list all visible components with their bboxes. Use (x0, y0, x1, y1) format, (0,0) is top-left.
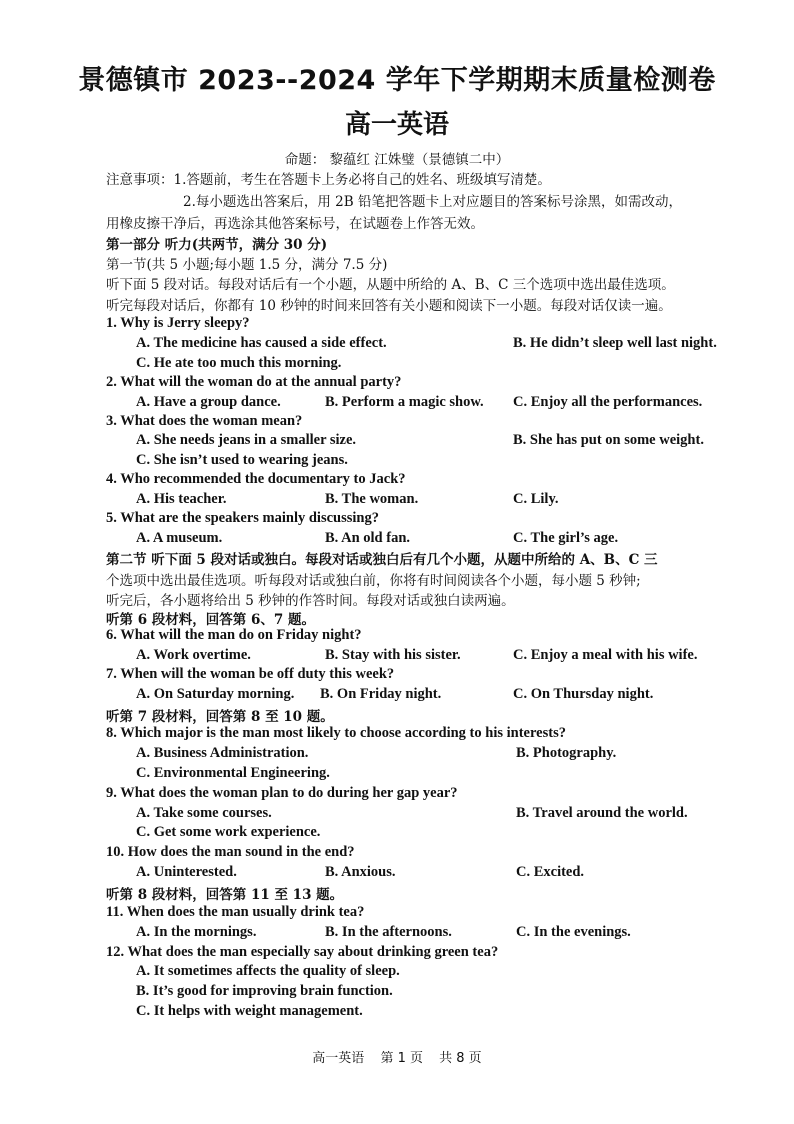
question-3: 3. What does the woman mean? (106, 413, 303, 429)
notes-line-1: 注意事项：1.答题前，考生在答题卡上务必将自己的姓名、班级填写清楚。 (106, 172, 551, 188)
q3-option-c: C. She isn’t used to wearing jeans. (136, 452, 348, 468)
q7-option-b: B. On Friday night. (320, 686, 442, 702)
q8-option-c: C. Environmental Engineering. (136, 765, 330, 781)
question-9: 9. What does the woman plan to do during her gap year? (106, 785, 458, 801)
q9-option-c: C. Get some work experience. (136, 824, 321, 840)
notes-line-2: 2.每小题选出答案后，用 2B 铅笔把答题卡上对应题目的答案标号涂黑，如需改动， (183, 194, 682, 210)
q9-option-a: A. Take some courses. (136, 805, 272, 821)
q1-option-c: C. He ate too much this morning. (136, 355, 342, 371)
section1-instruction-1: 听下面 5 段对话。每段对话后有一个小题，从题中所给的 A、B、C 三个选项中选出最佳选项。 (106, 277, 675, 293)
section2-instruction-3: 听完后，各小题将给出 5 秒钟的作答时间。每段对话或独白读两遍。 (106, 593, 515, 609)
q2-option-a: A. Have a group dance. (136, 394, 281, 410)
exam-subject: 高一英语 (344, 110, 449, 140)
material-6-heading: 听第 6 段材料，回答第 6、7 题。 (106, 612, 315, 628)
exam-title: 景德镇市 2023--2024 学年下学期期末质量检测卷 (78, 65, 716, 96)
q6-option-c: C. Enjoy a meal with his wife. (513, 647, 698, 663)
footer-total-pages: 共 8 页 (439, 1051, 482, 1066)
section1-instruction-2: 听完每段对话后，你都有 10 秒钟的时间来回答有关小题和阅读下一小题。每段对话仅读一遍。 (106, 298, 672, 314)
q12-option-c: C. It helps with weight management. (136, 1003, 363, 1019)
q4-option-c: C. Lily. (513, 491, 559, 507)
q12-option-a: A. It sometimes affects the quality of sleep. (136, 963, 400, 979)
question-2: 2. What will the woman do at the annual party? (106, 374, 402, 390)
q7-option-a: A. On Saturday morning. (136, 686, 295, 702)
q1-option-a: A. The medicine has caused a side effect. (136, 335, 387, 351)
q5-option-a: A. A museum. (136, 530, 223, 546)
page-footer (0, 1047, 794, 1066)
question-4: 4. Who recommended the documentary to Jack? (106, 471, 406, 487)
q10-option-b: B. Anxious. (325, 864, 396, 880)
q11-option-c: C. In the evenings. (516, 924, 631, 940)
q11-option-a: A. In the mornings. (136, 924, 257, 940)
question-10: 10. How does the man sound in the end? (106, 844, 355, 860)
exam-authors: 命题： 黎蕴红 江姝璧（景德镇二中） (284, 152, 510, 168)
q10-option-c: C. Excited. (516, 864, 585, 880)
q9-option-b: B. Travel around the world. (516, 805, 688, 821)
q6-option-b: B. Stay with his sister. (325, 647, 461, 663)
q3-option-b: B. She has put on some weight. (513, 432, 704, 448)
question-5: 5. What are the speakers mainly discussing? (106, 510, 379, 526)
q12-option-b: B. It’s good for improving brain function. (136, 983, 393, 999)
q5-option-c: C. The girl’s age. (513, 530, 619, 546)
section2-instruction-1: 第二节 听下面 5 段对话或独白。每段对话或独白后有几个小题，从题中所给的 A、B、C 三 (106, 552, 658, 568)
question-7: 7. When will the woman be off duty this week? (106, 666, 395, 682)
q8-option-b: B. Photography. (516, 745, 617, 761)
q8-option-a: A. Business Administration. (136, 745, 309, 761)
section1-heading: 第一节(共 5 小题;每小题 1.5 分，满分 7.5 分) (106, 257, 388, 273)
q2-option-c: C. Enjoy all the performances. (513, 394, 703, 410)
footer-page-number: 第 1 页 (380, 1051, 423, 1066)
q4-option-a: A. His teacher. (136, 491, 227, 507)
notes-line-3: 用橡皮擦干净后，再选涂其他答案标号，在试题卷上作答无效。 (106, 216, 484, 232)
q7-option-c: C. On Thursday night. (513, 686, 654, 702)
material-7-heading: 听第 7 段材料，回答第 8 至 10 题。 (106, 709, 334, 725)
part1-heading: 第一部分 听力(共两节，满分 30 分) (106, 237, 328, 253)
q2-option-b: B. Perform a magic show. (325, 394, 484, 410)
q3-option-a: A. She needs jeans in a smaller size. (136, 432, 357, 448)
question-11: 11. When does the man usually drink tea? (106, 904, 365, 920)
q10-option-a: A. Uninterested. (136, 864, 237, 880)
q1-option-b: B. He didn’t sleep well last night. (513, 335, 717, 351)
q6-option-a: A. Work overtime. (136, 647, 251, 663)
q4-option-b: B. The woman. (325, 491, 419, 507)
section2-instruction-2: 个选项中选出最佳选项。听每段对话或独白前，你将有时间阅读各个小题，每小题 5 秒钟; (106, 573, 641, 589)
question-1: 1. Why is Jerry sleepy? (106, 315, 250, 331)
q11-option-b: B. In the afternoons. (325, 924, 452, 940)
q5-option-b: B. An old fan. (325, 530, 411, 546)
question-6: 6. What will the man do on Friday night? (106, 627, 362, 643)
question-8: 8. Which major is the man most likely to choose according to his interests? (106, 725, 566, 741)
material-8-heading: 听第 8 段材料，回答第 11 至 13 题。 (106, 887, 344, 903)
question-12: 12. What does the man especially say about drinking green tea? (106, 944, 499, 960)
footer-subject: 高一英语 (312, 1051, 365, 1066)
